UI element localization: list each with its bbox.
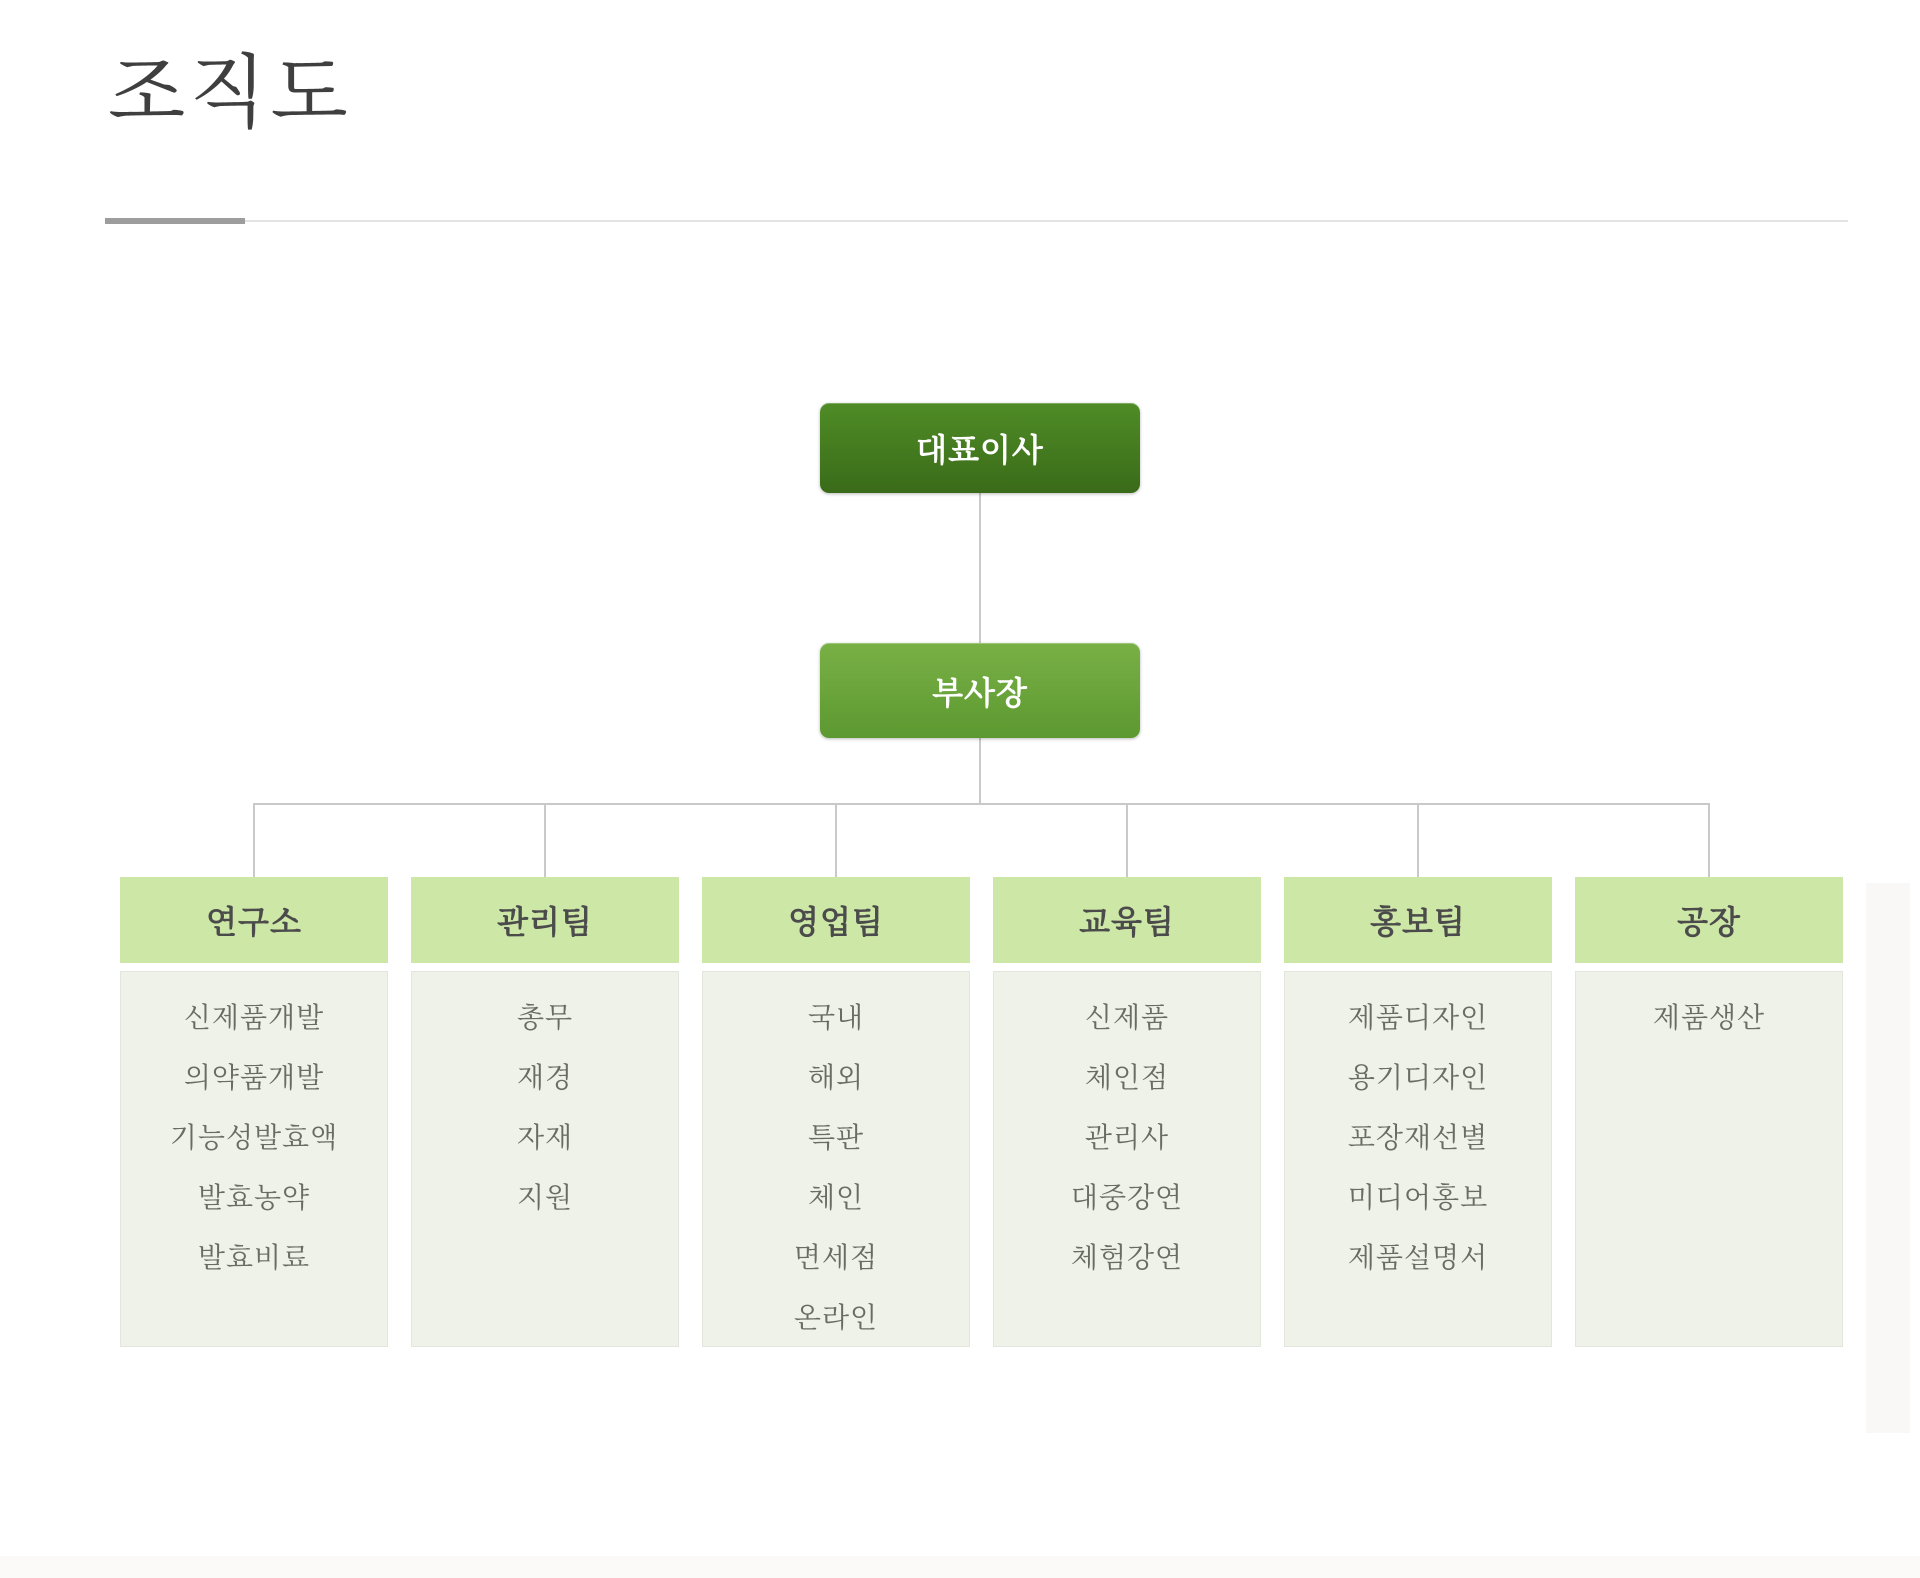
department-item: 국내 (807, 1002, 865, 1033)
department-header: 영업팀 (702, 877, 970, 963)
connector-drop (1126, 803, 1128, 877)
ceo-box: 대표이사 (820, 403, 1140, 493)
department-item: 체인점 (1084, 1062, 1170, 1093)
department-item: 의약품개발 (183, 1062, 325, 1093)
department-header: 관리팀 (411, 877, 679, 963)
department-column (993, 877, 1261, 1347)
page-title: 조직도 (108, 50, 352, 138)
title-underline-accent (105, 218, 245, 224)
department-item: 체험강연 (1070, 1242, 1184, 1273)
connector-drop (835, 803, 837, 877)
department-item: 해외 (807, 1062, 865, 1093)
department-column (702, 877, 970, 1347)
department-item: 재경 (516, 1062, 574, 1093)
connector-drop (1417, 803, 1419, 877)
department-item: 지원 (516, 1182, 574, 1213)
department-item: 발효농약 (197, 1182, 311, 1213)
department-header: 연구소 (120, 877, 388, 963)
department-column (1284, 877, 1552, 1347)
department-item: 기능성발효액 (169, 1122, 339, 1153)
department-body (702, 971, 970, 1347)
department-item: 관리사 (1084, 1122, 1170, 1153)
department-item: 대중강연 (1070, 1182, 1184, 1213)
department-item: 제품디자인 (1347, 1002, 1489, 1033)
department-header: 공장 (1575, 877, 1843, 963)
department-header: 홍보팀 (1284, 877, 1552, 963)
department-item: 발효비료 (197, 1242, 311, 1273)
department-item: 제품생산 (1652, 1002, 1766, 1033)
department-item: 면세점 (793, 1242, 879, 1273)
connector-vice-bus (979, 738, 981, 803)
department-body (411, 971, 679, 1347)
department-item: 미디어홍보 (1347, 1182, 1489, 1213)
department-item: 체인 (807, 1182, 865, 1213)
vice-president-box: 부사장 (820, 643, 1140, 738)
department-column (411, 877, 679, 1347)
department-item: 신제품 (1084, 1002, 1170, 1033)
department-item: 총무 (516, 1002, 574, 1033)
footer-band (0, 1556, 1920, 1578)
connector-bus (254, 803, 1710, 805)
right-edge-panel (1866, 883, 1910, 1433)
department-item: 온라인 (793, 1302, 879, 1333)
department-item: 신제품개발 (183, 1002, 325, 1033)
department-body (120, 971, 388, 1347)
connector-ceo-vice (979, 493, 981, 643)
department-item: 특판 (807, 1122, 865, 1153)
connector-drop (253, 803, 255, 877)
department-item: 제품설명서 (1347, 1242, 1489, 1273)
department-item: 자재 (516, 1122, 574, 1153)
connector-drop (544, 803, 546, 877)
title-underline (105, 220, 1848, 222)
department-item: 용기디자인 (1347, 1062, 1489, 1093)
connector-drop (1708, 803, 1710, 877)
department-item: 포장재선별 (1347, 1122, 1489, 1153)
department-body (1575, 971, 1843, 1347)
department-header: 교육팀 (993, 877, 1261, 963)
department-column (1575, 877, 1843, 1347)
department-body (1284, 971, 1552, 1347)
department-body (993, 971, 1261, 1347)
department-column (120, 877, 388, 1347)
